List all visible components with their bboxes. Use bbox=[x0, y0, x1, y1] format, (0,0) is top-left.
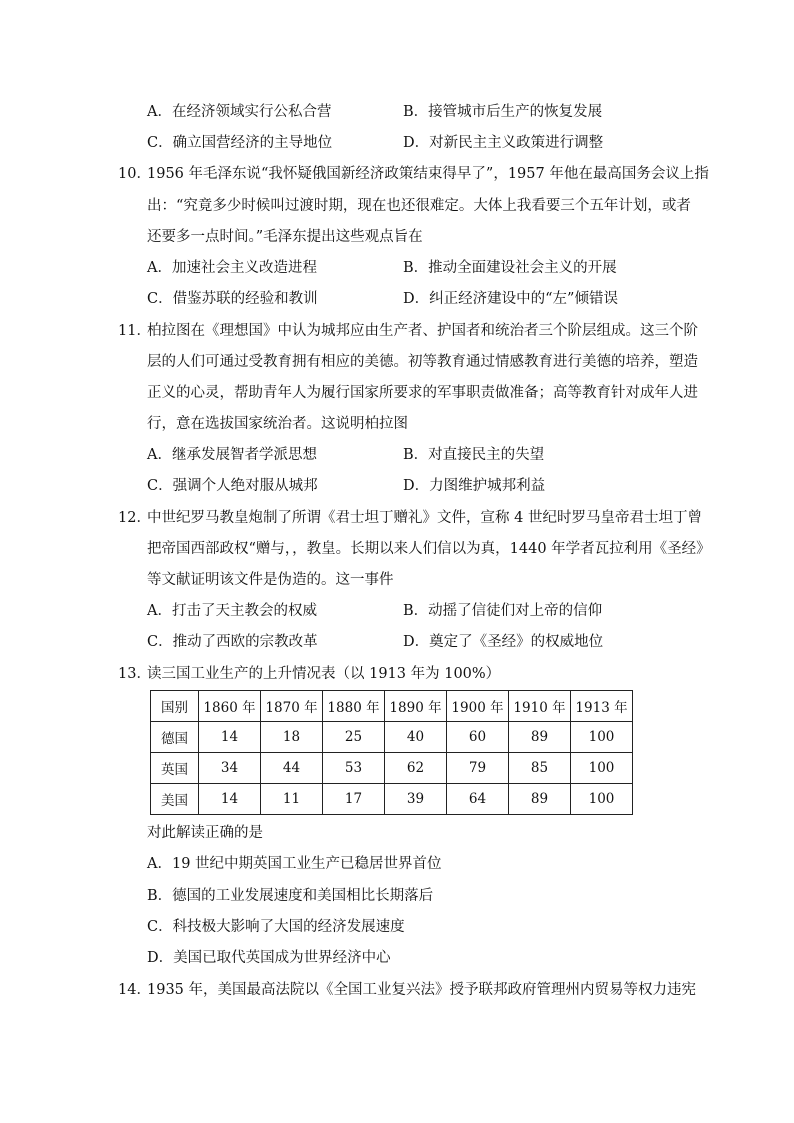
table-cell: 美国 bbox=[151, 784, 199, 815]
table-header-cell: 1890 年 bbox=[385, 691, 447, 722]
table-cell: 德国 bbox=[151, 722, 199, 753]
table-cell: 85 bbox=[509, 753, 571, 784]
q10-option-c: C．借鉴苏联的经验和教训 bbox=[147, 291, 318, 307]
q12-option-c: C．推动了西欧的宗教改革 bbox=[147, 634, 318, 650]
table-cell: 89 bbox=[509, 784, 571, 815]
q11-option-a: A．继承发展智者学派思想 bbox=[147, 447, 317, 463]
q9-option-b: B．接管城市后生产的恢复发展 bbox=[403, 104, 603, 120]
table-cell: 64 bbox=[447, 784, 509, 815]
table-cell: 英国 bbox=[151, 753, 199, 784]
q12-stem-line-3: 等文献证明该文件是伪造的。这一事件 bbox=[147, 572, 394, 588]
q10-option-d: D．纠正经济建设中的“左”倾错误 bbox=[403, 291, 618, 307]
q13-option-d: D．美国已取代英国成为世界经济中心 bbox=[147, 950, 391, 966]
q10-stem-line-3: 还要多一点时间。”毛泽东提出这些观点旨在 bbox=[147, 229, 423, 245]
table-cell: 39 bbox=[385, 784, 447, 815]
table-cell: 100 bbox=[571, 722, 633, 753]
q12-stem-line-1: 中世纪罗马教皇炮制了所谓《君士坦丁赠礼》文件，宣称 4 世纪时罗马皇帝君士坦丁曾 bbox=[147, 510, 702, 526]
q13-option-c: C．科技极大影响了大国的经济发展速度 bbox=[147, 919, 405, 935]
table-cell: 89 bbox=[509, 722, 571, 753]
table-cell: 100 bbox=[571, 784, 633, 815]
q11-stem-line-2: 层的人们可通过受教育拥有相应的美德。初等教育通过情感教育进行美德的培养，塑造 bbox=[147, 354, 698, 370]
table-cell: 60 bbox=[447, 722, 509, 753]
table-header-cell: 1860 年 bbox=[199, 691, 261, 722]
table-row bbox=[151, 722, 633, 753]
q13-option-b: B．德国的工业发展速度和美国相比长期落后 bbox=[147, 888, 434, 904]
q13-after-table: 对此解读正确的是 bbox=[147, 825, 263, 841]
table-row bbox=[151, 784, 633, 815]
table-cell: 40 bbox=[385, 722, 447, 753]
q9-option-d: D．对新民主主义政策进行调整 bbox=[403, 135, 604, 151]
q14-number: 14． bbox=[118, 982, 151, 998]
table-header-row bbox=[151, 691, 633, 722]
q10-stem-line-1: 1956 年毛泽东说“我怀疑俄国新经济政策结束得早了”，1957 年他在最高国务会议上指 bbox=[147, 166, 709, 182]
q11-option-b: B．对直接民主的失望 bbox=[403, 447, 545, 463]
q9-option-c: C．确立国营经济的主导地位 bbox=[147, 135, 333, 151]
table-cell: 18 bbox=[261, 722, 323, 753]
q13-intro: 读三国工业生产的上升情况表（以 1913 年为 100%） bbox=[147, 666, 501, 682]
q11-number: 11． bbox=[118, 323, 151, 339]
table-cell: 11 bbox=[261, 784, 323, 815]
q11-option-d: D．力图维护城邦利益 bbox=[403, 478, 546, 494]
q10-option-a: A．加速社会主义改造进程 bbox=[147, 260, 317, 276]
q11-stem-line-1: 柏拉图在《理想国》中认为城邦应由生产者、护国者和统治者三个阶层组成。这三个阶 bbox=[147, 323, 698, 339]
table-cell: 25 bbox=[323, 722, 385, 753]
table-row bbox=[151, 753, 633, 784]
table-cell: 53 bbox=[323, 753, 385, 784]
q10-option-b: B．推动全面建设社会主义的开展 bbox=[403, 260, 617, 276]
table-cell: 79 bbox=[447, 753, 509, 784]
table-cell: 100 bbox=[571, 753, 633, 784]
q12-option-a: A．打击了天主教会的权威 bbox=[147, 603, 317, 619]
table-header-cell: 1880 年 bbox=[323, 691, 385, 722]
q11-option-c: C．强调个人绝对服从城邦 bbox=[147, 478, 318, 494]
table-cell: 34 bbox=[199, 753, 261, 784]
table-cell: 17 bbox=[323, 784, 385, 815]
q14-stem-line-1: 1935 年，美国最高法院以《全国工业复兴法》授予联邦政府管理州内贸易等权力违宪 bbox=[147, 982, 697, 998]
table-header-cell: 1900 年 bbox=[447, 691, 509, 722]
table-cell: 14 bbox=[199, 722, 261, 753]
q12-option-d: D．奠定了《圣经》的权威地位 bbox=[403, 634, 604, 650]
q12-stem-line-2: 把帝国西部政权“赠与，，教皇。长期以来人们信以为真，1440 年学者瓦拉利用《圣经》 bbox=[147, 541, 711, 557]
table-header-cell: 1913 年 bbox=[571, 691, 633, 722]
q9-option-a: A．在经济领域实行公私合营 bbox=[147, 104, 332, 120]
industrial-growth-table bbox=[150, 690, 633, 815]
table-header-cell: 1910 年 bbox=[509, 691, 571, 722]
q12-option-b: B．动摇了信徒们对上帝的信仰 bbox=[403, 603, 603, 619]
q13-number: 13． bbox=[118, 666, 151, 682]
q11-stem-line-4: 行，意在选拔国家统治者。这说明柏拉图 bbox=[147, 416, 408, 432]
table-cell: 44 bbox=[261, 753, 323, 784]
q10-stem-line-2: 出：“究竟多少时候叫过渡时期，现在也还很难定。大体上我看要三个五年计划，或者 bbox=[147, 198, 691, 214]
table-header-cell: 国别 bbox=[151, 691, 199, 722]
q12-number: 12． bbox=[118, 510, 151, 526]
q10-number: 10． bbox=[118, 166, 151, 182]
q11-stem-line-3: 正义的心灵，帮助青年人为履行国家所要求的军事职责做准备；高等教育针对成年人进 bbox=[147, 385, 698, 401]
table-cell: 62 bbox=[385, 753, 447, 784]
table-cell: 14 bbox=[199, 784, 261, 815]
table-header-cell: 1870 年 bbox=[261, 691, 323, 722]
q13-option-a: A．19 世纪中期英国工业生产已稳居世界首位 bbox=[147, 856, 442, 872]
